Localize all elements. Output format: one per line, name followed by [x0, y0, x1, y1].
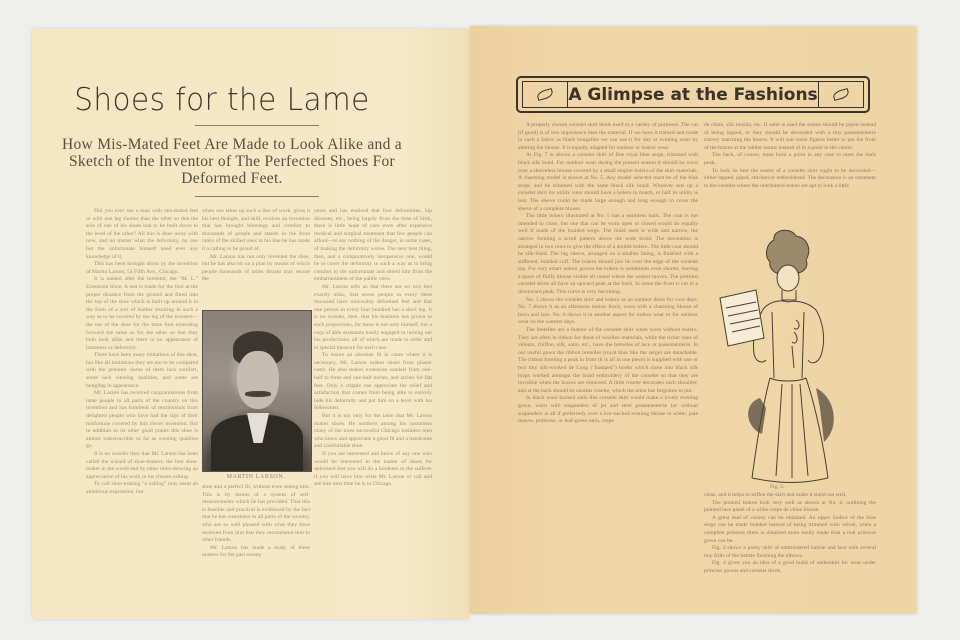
right-column-2-bottom [704, 492, 876, 602]
paragraph: In black wool-backed satin this corselet skirt would make a lovely evening gown, worn with suspenders of jet and steel passementerie (or without suspenders at all if preferred), over a low-necked evening blouse in white, pale mauve, primrose, or leaf-green satin, crepe [518, 395, 698, 425]
paragraph: If you are interested and know of any one who would be interested in the matter of shoes for deformed feet you will do a kindness to the sufferer if you will have him write Mr. Larson or call and see him next time he is in Chicago. [314, 451, 432, 488]
paragraph: Mr. Larson has not only invented the shoe, but he has also hit on a plan by means of which people thousands of miles distant may secure the [202, 253, 310, 283]
paragraph: This has been brought about by the invention of Martin Larson, 54 Fifth Ave., Chicago. [86, 261, 198, 275]
fashion-illustration-woman-icon [712, 228, 862, 484]
article-title: Shoes for the Lame [74, 82, 370, 118]
paragraph: Did you ever see a man with mis-mated feet or with one leg shorter than the other so that the sole of one of his shoes had to be built down to the level of the other? All this is done away with now, and no matter what the deformity, no one but the unfortunate himself need ever any knowledge of it. [86, 208, 198, 260]
right-column-2-top [704, 122, 876, 226]
paragraph: The little bolero illustrated at No. 5 has a seamless back. The coat is not intended to close, but one that can be worn open or closed would do equally well if made of the braided serge. The braid used is wide and narrow, the narrow forming a scroll pattern above the wide braid. The decoration is arranged in two rows to give the effect of a double bolero. The little coat should be silk-lined. The big sleeve, arranged on a smaller lining, is finished with a stiffened, braided cuff. The bolero should just lie over the edge of the corselet top. For very smart indoor gowns the bolero is sometimes even shorter, leaving a space of fluffy blouse visible all round where the wearer moves. The prettiest corselet skirts all have an upward peak at the back. In some the front is cut in a downward peak. This curve is very becoming. [518, 213, 698, 296]
figure-caption: Fig. 2. [770, 484, 785, 490]
paragraph: To look its best the seams of a corselet skirt ought to be decorated—either lapped, piped, stitched or embroidered. The decoration is an ornament to the corselet where the untrimmed seams are apt to look a little [704, 167, 876, 189]
title-divider [195, 125, 319, 126]
paragraph: when one takes up such a line of work, gives it his best thought, and skill, evolves an invention that has brought blessings and comfort to thousands of people and stands in the front ranks of the skilled ones in his line he has made it a calling to be proud of. [202, 208, 310, 252]
paragraph: There have been many imitations of this shoe, but like all imitations they are not to be compared with the genuine. Some of them lack comfort, some lack wearing qualities, and some are bungling in appearance. [86, 352, 198, 389]
paragraph: At Fig. 7 is shown a corselet skirt of fine royal blue serge, trimmed with black silk braid. For outdoor wear during the present season it should be worn over a sleeveless blouse covered by a small empire bolero of the skirt materials. A charming model is shown at No. 5. Any model selected must be of the blue serge, and be trimmed with the same black silk braid. Whoever sets up a corselet skirt for utility wear should have a bolero to match, or half its utility is lost. The sleeve could be made large enough and long enough to cover the sleeve of a complete blouse. [518, 152, 698, 212]
paragraph: close, and it helps to stiffen the skirt and make it stand out well. [704, 492, 847, 498]
paragraph: No. 5 shows the corselet skirt and bolero as an outdoor dress for cool days. No. 7 shows it as an afternoon indoor frock, worn with a charming blouse of lawn and lace. No. 6 shows it in another aspect for indoor wear or for outdoor wear on the warmer days. [518, 296, 698, 326]
paragraph: de chine, silk muslin, etc. If satin is used the seams should be piped instead of being lapped, or they should be decorated with a tiny passementerie tracery matching the braces. It will suit some figures better to put the front of the braces at the tablier seams instead of in a point in the centre. [704, 122, 876, 151]
paragraph: A great deal of variety can be obtained. An upper bodice of the blue serge can be made braided instead of being trimmed with velvet, when a complete princess dress is obtained more easily made than a real princess gown can be. [704, 514, 876, 544]
paragraph: The back, of course, must form a point in any case to meet the back peak. [704, 152, 876, 166]
banner-left-box [523, 82, 568, 107]
leaf-ornament-icon [832, 88, 850, 101]
section-title: A Glimpse at the Fashions [568, 84, 818, 105]
portrait-mustache [245, 391, 271, 397]
photo-caption: MARTIN LARSON. [226, 474, 286, 480]
article-subtitle: How Mis-Mated Feet Are Made to Look Alike and a Sketch of the Inventor of The Perfected Shoes For Deformed Feet. [62, 136, 402, 187]
paragraph: Mr. Larson has received congratulations from lame people in all parts of the country on this invention and has hundreds of testimonials from delighted people who have had the sign of their misfortune covered by this clever invention. But in addition to its other good points this shoe is almost indestructible as far as wearing qualities go. [86, 390, 198, 450]
paragraph: Mr. Larson has made a study of these matters for the past twenty [202, 544, 310, 559]
leaf-ornament-icon [536, 88, 554, 101]
left-column-2-bottom [202, 484, 310, 584]
banner-right-box [818, 82, 863, 107]
paragraph: To insure an absolute fit in cases where it is necessary, Mr. Larson makes shoes from plaster casts. He also makes extension sandals from one-half to three and one-half inches, and arches for flat feet. Only a cripple can appreciate the relief and satisfaction that comes from being able to entirely hide his deformity and put him on a level with his fellowmen. [314, 352, 432, 412]
paragraph: shoe and a perfect fit, without even seeing him. This is by means of a system of self-measurements which he has provided. That this is feasible and practical is evidenced by the fact that he has customers in all parts of the country, who are so well pleased with what they have received from him that they recommend him to other friends. [202, 484, 310, 544]
paragraph: It is named after the inventor, the "M. L." Extension Shoe. A rest is made for the foot at the proper distance from the ground and fitted into the top of the shoe which is built up around it in the form of a sort of leather stocking in such a way as to be covered by the leg of the trousers—the toe of the shoe for the lame foot extending forward the same as for the other so that they both look alike and there is no appearance of lameness or deformity. [86, 276, 198, 351]
left-column-2-top [202, 208, 310, 306]
paragraph: But it is not only for the lame that Mr. Larson makes shoes. He numbers among his customers many of the most successful Chicago business men who know and appreciate a good fit and a handsome and comfortable shoe. [314, 413, 432, 450]
section-banner [516, 76, 870, 113]
right-column-1 [518, 122, 698, 602]
paragraph: Mr. Larson tells us that there are no two feet exactly alike, that seven people in every three thousand have noticeably deformed feet and that one person in every four hundred has a short leg. It is no wonder, then, that his business has grown to such proportions, for there is not only himself, but a corp of able assistants busily engaged in turning out his productions, all of which are made to order and to special measure for each case. [314, 283, 432, 351]
left-column-3 [314, 208, 432, 598]
subtitle-divider [195, 196, 319, 197]
inventor-portrait-photo [202, 310, 312, 472]
paragraph: Fig. 4 gives you an idea of a good build of underskirt for wear under princess gowns and corselet skirts. [704, 560, 876, 574]
paragraph: To call shoe-making "a calling" may seem an ambitious expression, but [86, 481, 198, 495]
paragraph: It is no wonder then that Mr. Larson has been called the wizard of shoe-makers, the best shoe-maker in the world and by other titles showing an appreciation of his work in his chosen calling. [86, 451, 198, 480]
left-column-1 [86, 208, 198, 598]
portrait-face [237, 351, 279, 409]
paragraph: The bretelles are a feature of the corselet skirt when worn without bolero. They are often in ribbon for those of woollen materials, while the richer ones of velours, chiffon, silk, satin, etc., have the bretelles of lace or passementerie. In our useful gown the ribbon bretelles (royal blue like the serge) are detachable. The ribbon forming a peak in front (it is all in one piece) is supplied with one or two tiny silk-worked de Long ("humped") hooks which close into black silk loops worked amongst the braid embroidery of the corselet so that they are invisible when the braces are removed. A little rosette decorates each shoulder, and at the back should be another rosette, which the artist has forgotten to put. [518, 327, 698, 394]
paragraph: A properly chosen corselet skirt lends itself to a variety of purposes. The cut (if good) is of less importance than the material. If we have it trained and made in such a fabric as black bengaline we can use it for day or evening wear by altering the blouse. It is equally adapted for outdoor or indoor wear. [518, 122, 698, 151]
paragraph: The pointed braces look very well as shown at No. 6, outlining the pointed lace panel of a white crepe de chine blouse. [704, 499, 876, 514]
paragraph: years and has realized that foot deformities, hip diseases, etc., being largely from the time of birth, there is little hope of cure even after expensive medical and surgical treatment that few people can afford—to say nothing of the danger, in some cases, of making the deformity worse. The next best thing, then, and a comparatively inexpensive one, would be to cover the deformity in such a way as to bring comfort to the unfortunate and shield him from the embarrassment of the public view. [314, 208, 432, 283]
paragraph: Fig. 3 shows a pretty skirt of embroidered batiste and lace with several tiny frills of the batiste finishing the elbows. [704, 545, 876, 559]
